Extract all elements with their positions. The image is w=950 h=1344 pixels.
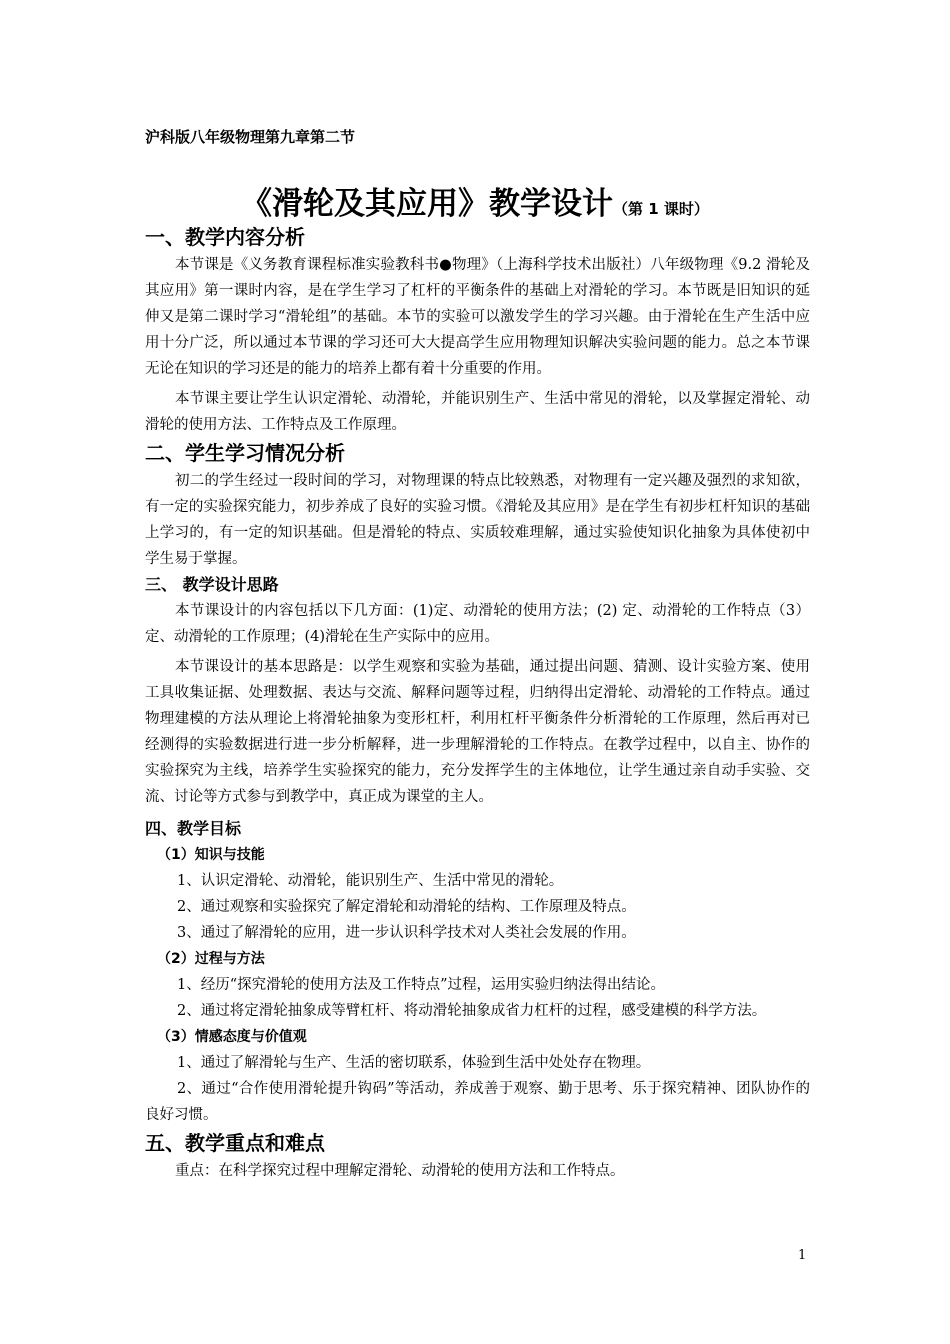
subheading-attitude-values: （3）情感态度与价值观 bbox=[157, 1029, 307, 1045]
lesson-label: （第 1 课时） bbox=[613, 200, 709, 218]
paragraph: 重点：在科学探究过程中理解定滑轮、动滑轮的使用方法和工作特点。 bbox=[175, 1163, 625, 1179]
subheading-process-method: （2）过程与方法 bbox=[157, 951, 265, 967]
paragraph: 本节课设计的基本思路是：以学生观察和实验为基础，通过提出问题、猜测、设计实验方案、使用工具收集证据、处理数据、表达与交流、解释问题等过程，归纳得出定滑轮、动滑轮的工作特点。通过物理建模的方法从理论上将滑轮抽象为变形杠杆，利用杠杆平衡条件分析滑轮的工作原理，然后再对已经测得的实验数据进行进一步分析解释，进一步理解滑轮的工作特点。在教学过程中，以自主、协作的实验探究为主线，培养学生实验探究的能力，充分发挥学生的主体地位，让学生通过亲自动手实验、交流、讨论等方式参与到教学中，真正成为课堂的主人。 bbox=[145, 659, 810, 805]
list-item: 2、通过观察和实验探究了解定滑轮和动滑轮的结构、工作原理及特点。 bbox=[177, 899, 636, 915]
list-item: 1、经历“探究滑轮的使用方法及工作特点”过程，运用实验归纳法得出结论。 bbox=[177, 977, 666, 993]
subheading-knowledge-skills: （1）知识与技能 bbox=[157, 847, 265, 863]
section-heading-design-approach: 三、 教学设计思路 bbox=[145, 575, 279, 594]
paragraph: 初二的学生经过一段时间的学习，对物理课的特点比较熟悉，对物理有一定兴趣及强烈的求知欲，有一定的实验探究能力，初步养成了良好的实验习惯。《滑轮及其应用》是在学生有初步杠杆知识的基础上学习的，有一定的知识基础。但是滑轮的特点、实质较难理解，通过实验使知识化抽象为具体使初中学生易于掌握。 bbox=[145, 473, 810, 567]
document-body bbox=[145, 222, 810, 1184]
section-heading-key-points: 五、教学重点和难点 bbox=[145, 1131, 325, 1155]
list-item: 2、通过“合作使用滑轮提升钩码”等活动，养成善于观察、勤于思考、乐于探究精神、团队协作的良好习惯。 bbox=[145, 1081, 810, 1123]
document-subtitle: 沪科版八年级物理第九章第二节 bbox=[145, 128, 356, 146]
list-item: 1、认识定滑轮、动滑轮，能识别生产、生活中常见的滑轮。 bbox=[177, 873, 564, 889]
list-item: 2、通过将定滑轮抽象成等臂杠杆、将动滑轮抽象成省力杠杆的过程，感受建模的科学方法。 bbox=[177, 1003, 767, 1019]
paragraph: 本节课设计的内容包括以下几方面：(1)定、动滑轮的使用方法；(2) 定、动滑轮的工作特点（3）定、动滑轮的工作原理；(4)滑轮在生产实际中的应用。 bbox=[145, 603, 810, 645]
list-item: 3、通过了解滑轮的应用，进一步认识科学技术对人类社会发展的作用。 bbox=[177, 925, 636, 941]
page-number: 1 bbox=[798, 1248, 807, 1263]
section-heading-content-analysis: 一、教学内容分析 bbox=[145, 225, 305, 249]
title-text: 《滑轮及其应用》教学设计 bbox=[241, 186, 614, 222]
document-title bbox=[0, 178, 950, 223]
list-item: 1、通过了解滑轮与生产、生活的密切联系，体验到生活中处处存在物理。 bbox=[177, 1055, 651, 1071]
section-heading-objectives: 四、教学目标 bbox=[145, 819, 242, 838]
paragraph: 本节课是《义务教育课程标准实验教科书●物理》（上海科学技术出版社）八年级物理《9.2 滑轮及其应用》第一课时内容，是在学生学习了杠杆的平衡条件的基础上对滑轮的学习。本节既是旧知识的延伸又是第二课时学习“滑轮组”的基础。本节的实验可以激发学生的学习兴趣。由于滑轮在生产生活中应用十分广泛，所以通过本节课的学习还可大大提高学生应用物理知识解决实验问题的能力。总之本节课无论在知识的学习还是的能力的培养上都有着十分重要的作用。 bbox=[145, 257, 810, 377]
paragraph: 本节课主要让学生认识定滑轮、动滑轮，并能识别生产、生活中常见的滑轮，以及掌握定滑轮、动滑轮的使用方法、工作特点及工作原理。 bbox=[145, 391, 810, 433]
section-heading-student-analysis: 二、学生学习情况分析 bbox=[145, 441, 345, 465]
